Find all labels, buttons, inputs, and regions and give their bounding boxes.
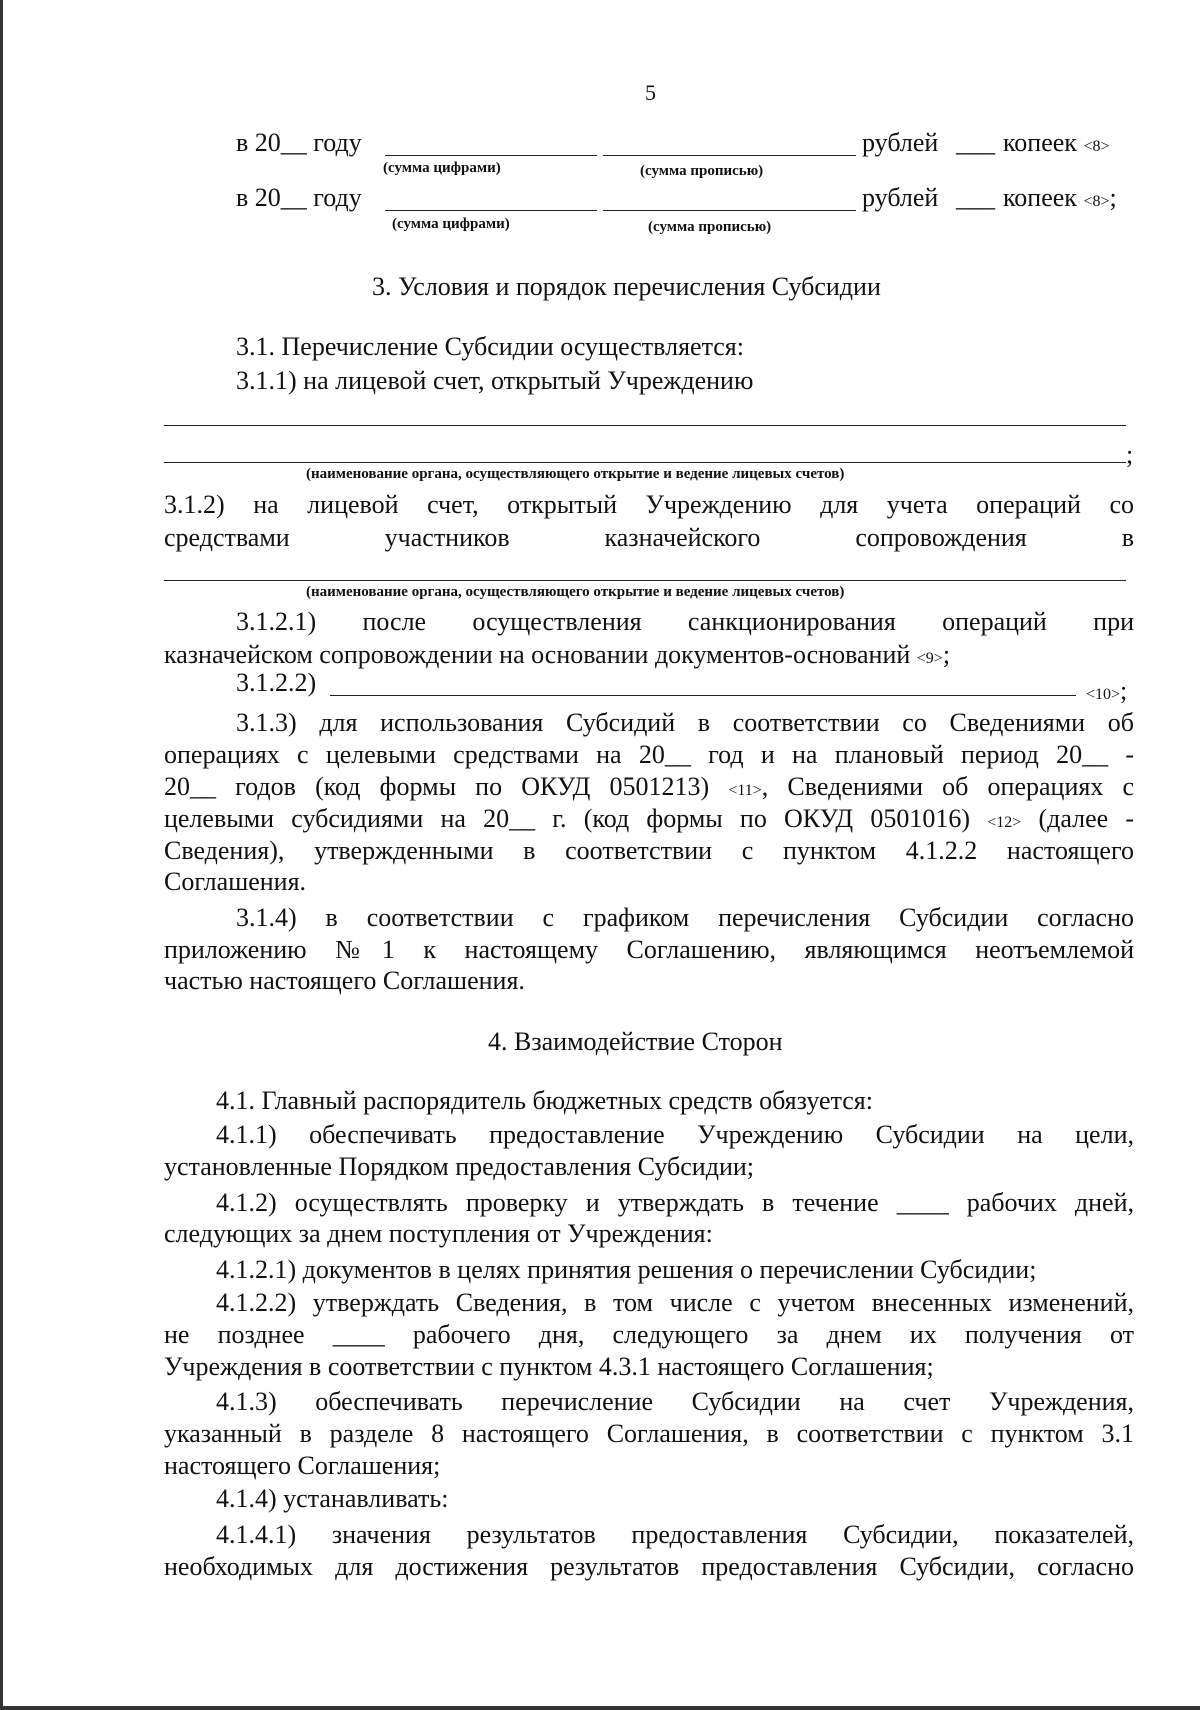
p-4-1-1-line2: установленные Порядком предоставления Субсидии; [164,1152,754,1181]
p-4-1-2-line2: следующих за днем поступления от Учреждения: [164,1219,713,1248]
amount-row2-rub: рублей [862,183,939,212]
amount-row2-digits-caption: (сумма цифрами) [392,216,510,232]
p-3-1-2-word: участников [384,523,510,552]
account-organ-line-2 [164,462,1126,463]
amount-row2-digits-line [385,210,597,211]
p-4-1-4-1-line1: 4.1.4.1) значения результатов предоставления Субсидии, показателей, [216,1520,1134,1549]
p-3-1-3-line3: 20__ годов (код формы по ОКУД 0501213) <11>, Сведениями об операциях с [164,772,1135,801]
amount-row2-year: в 20__ году [236,183,362,212]
p-3-1-2-word: сопровождения [855,523,1027,552]
amount-row1-words-line [603,155,856,156]
p-4-1-2-2-line1: 4.1.2.2) утверждать Сведения, в том числе с учетом внесенных изменений, [216,1288,1134,1317]
amount-row1-kop: копеек <8> [1003,128,1110,157]
account-organ-semicolon: ; [1126,440,1134,469]
amount-row1-digits-line [385,155,597,156]
p-3-1-2-2-ref: <10>; [1086,676,1128,705]
p-3-1-2-word: казначейского [604,523,761,552]
p-3-1-2-2: 3.1.2.2) [236,668,317,697]
section3-heading: 3. Условия и порядок перечисления Субсидии [372,272,881,301]
p-3-1-4-line1: 3.1.4) в соответствии с графиком перечисления Субсидии согласно [236,903,1134,932]
p-3-1-2-line2 [164,523,1134,553]
p-3-1-3-line6: Соглашения. [164,867,307,896]
section4-heading: 4. Взаимодействие Сторон [488,1027,783,1056]
p-4-1: 4.1. Главный распорядитель бюджетных средств обязуется: [216,1086,873,1115]
amount-row1-words-caption: (сумма прописью) [640,163,764,179]
amount-row2-words-caption: (сумма прописью) [648,219,772,235]
scan-bottom-edge [0,1706,1200,1710]
p-3-1: 3.1. Перечисление Субсидии осуществляется: [236,332,744,361]
amount-row1-blank: ___ [956,128,995,157]
p-3-1-4-line3: частью настоящего Соглашения. [164,966,525,995]
amount-row2-words-line [603,210,856,211]
p-3-1-3-line1: 3.1.3) для использования Субсидий в соответствии со Сведениями об [236,708,1134,737]
p-3-1-2-word: средствами [164,523,290,552]
p-3-1-2-1-line2: казначейском сопровождении на основании документов-оснований <9>; [164,640,951,669]
scan-left-edge [0,0,3,1710]
account-organ-line-3 [164,580,1126,581]
p-4-1-2-1: 4.1.2.1) документов в целях принятия решения о перечислении Субсидии; [216,1255,1037,1284]
p-4-1-2-2-line3: Учреждения в соответствии с пунктом 4.3.1 настоящего Соглашения; [164,1352,934,1381]
p-3-1-2-line1: 3.1.2) на лицевой счет, открытый Учреждению для учета операций со [164,490,1134,519]
p-3-1-3-line2: операциях с целевыми средствами на 20__ год и на плановый период 20__ - [164,740,1134,769]
p-4-1-4: 4.1.4) устанавливать: [216,1484,449,1513]
amount-row2-blank: ___ [956,183,995,212]
p-4-1-3-line1: 4.1.3) обеспечивать перечисление Субсидии на счет Учреждения, [216,1387,1134,1416]
p-3-1-2-1-line1: 3.1.2.1) после осуществления санкционирования операций при [236,607,1134,636]
p-3-1-4-line2: приложению №1 к настоящему Соглашению, являющимся неотъемлемой [164,935,1134,964]
amount-row2-kop: копеек <8>; [1003,183,1117,212]
p-3-1-1: 3.1.1) на лицевой счет, открытый Учреждению [236,366,754,395]
p-4-1-3-line3: настоящего Соглашения; [164,1451,441,1480]
p-3-1-3-line5: Сведения), утвержденными в соответствии с пунктом 4.1.2.2 настоящего [164,836,1134,865]
p-3-1-2-word: в [1121,523,1134,552]
p-3-1-2-2-fill-line [330,695,1076,696]
page-number: 5 [645,80,656,105]
p-4-1-4-1-line2: необходимых для достижения результатов предоставления Субсидии, согласно [164,1552,1134,1581]
amount-row1-digits-caption: (сумма цифрами) [383,160,501,176]
organ-caption-2: (наименование органа, осуществляющего открытие и ведение лицевых счетов) [306,584,845,600]
p-4-1-2-2-line2: не позднее ____ рабочего дня, следующего за днем их получения от [164,1320,1134,1349]
p-3-1-3-line4: целевыми субсидиями на 20__ г. (код формы по ОКУД 0501016) <12> (далее - [164,804,1134,833]
organ-caption-1: (наименование органа, осуществляющего открытие и ведение лицевых счетов) [306,466,845,482]
p-4-1-3-line2: указанный в разделе 8 настоящего Соглашения, в соответствии с пунктом 3.1 [164,1419,1134,1448]
p-4-1-1-line1: 4.1.1) обеспечивать предоставление Учреждению Субсидии на цели, [216,1120,1134,1149]
account-organ-line-1 [164,425,1126,426]
amount-row1-year: в 20__ году [236,128,362,157]
p-4-1-2-line1: 4.1.2) осуществлять проверку и утверждать в течение ____ рабочих дней, [216,1188,1134,1217]
amount-row1-rub: рублей [862,128,939,157]
